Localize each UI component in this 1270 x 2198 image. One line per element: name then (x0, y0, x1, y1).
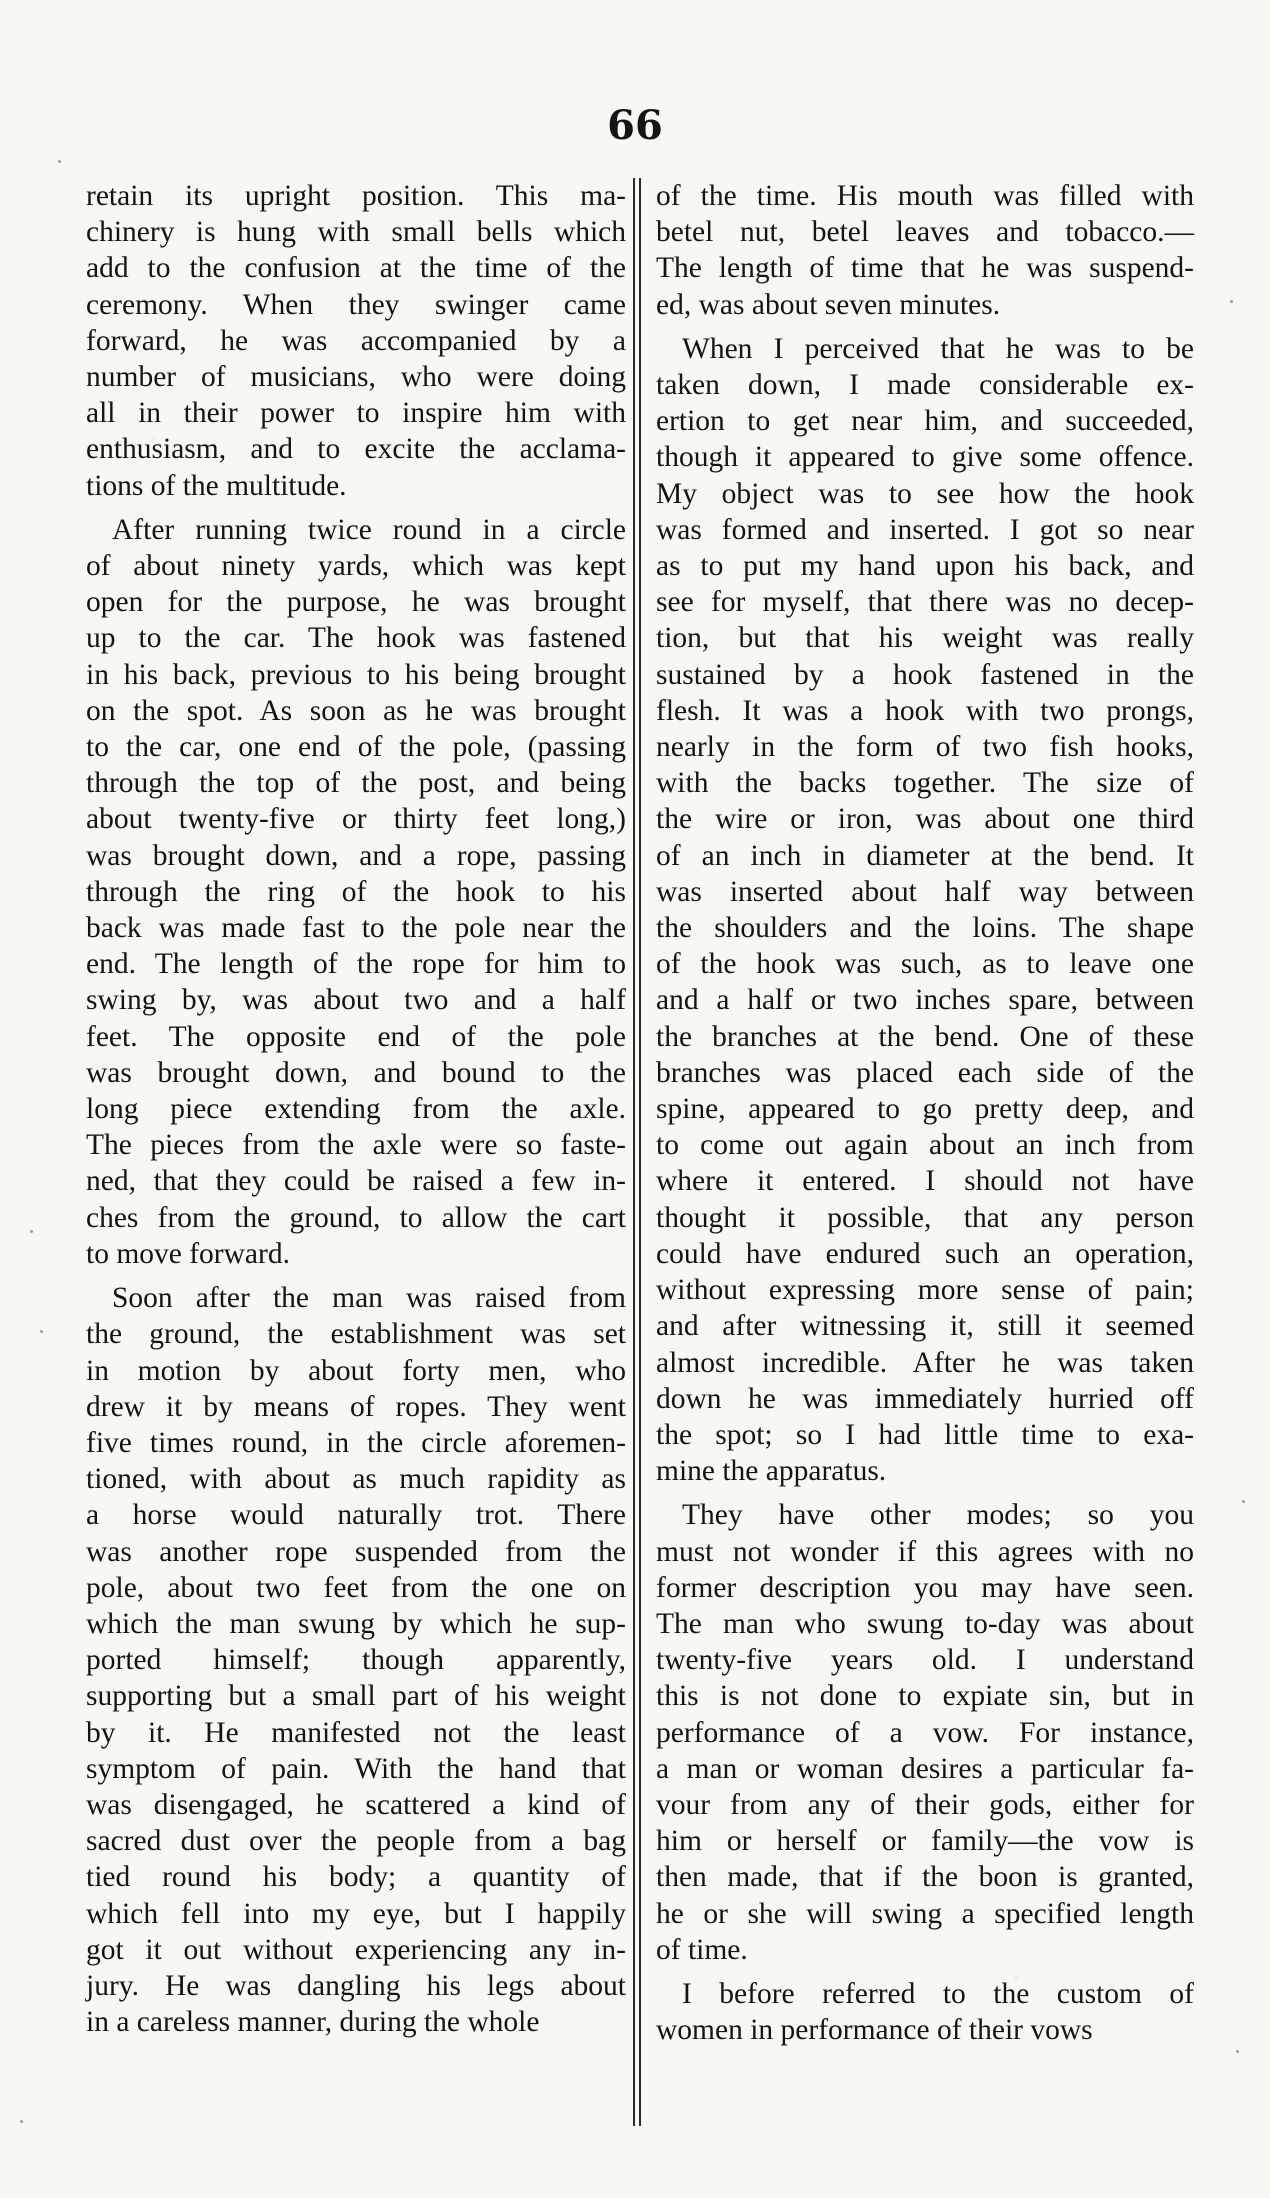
text-line: chinery is hung with small bells which (86, 216, 626, 249)
text-line: When I perceived that he was to be (682, 332, 1194, 365)
text-line: pole, about two feet from the one on (86, 1571, 626, 1604)
text-line: swing by, was about two and a half (86, 984, 626, 1017)
text-line: tied round his body; a quantity of (86, 1861, 626, 1894)
text-line: back was made fast to the pole near the (86, 912, 626, 945)
paragraph (656, 178, 1194, 323)
text-line: ertion to get near him, and succeeded, (656, 405, 1194, 438)
text-line: retain its upright position. This ma- (86, 180, 626, 212)
text-line: he or she will swing a specified length (656, 1897, 1194, 1930)
paragraph (86, 512, 626, 1272)
text-line: feet. The opposite end of the pole (86, 1020, 626, 1053)
text-line: After running twice round in a circle (112, 513, 626, 546)
text-line: symptom of pain. With the hand that (86, 1752, 626, 1785)
text-line: thought it possible, that any person (656, 1201, 1194, 1234)
text-line: the ground, the establishment was set (86, 1318, 626, 1351)
text-line: I before referred to the custom of (682, 1977, 1194, 2010)
text-line: end. The length of the rope for him to (86, 948, 626, 981)
paragraph (656, 331, 1194, 1490)
text-line: in motion by about forty men, who (86, 1354, 626, 1387)
text-line: this is not done to expiate sin, but in (656, 1680, 1194, 1713)
text-line: to move forward. (86, 1237, 290, 1270)
text-line: the shoulders and the loins. The shape (656, 912, 1194, 945)
text-line: taken down, I made considerable ex- (656, 369, 1194, 402)
text-line: ported himself; though apparently, (86, 1644, 626, 1677)
text-line: mine the apparatus. (656, 1455, 887, 1488)
text-line: a horse would naturally trot. There (86, 1499, 626, 1532)
text-line: a man or woman desires a particular fa- (656, 1752, 1194, 1785)
text-line: as to put my hand upon his back, and (656, 550, 1194, 583)
text-line: was another rope suspended from the (86, 1535, 626, 1568)
right-text-column (656, 178, 1194, 2048)
scan-speck (30, 1230, 33, 1233)
text-line: must not wonder if this agrees with no (656, 1535, 1194, 1568)
text-line: forward, he was accompanied by a (86, 324, 626, 357)
text-line: tioned, with about as much rapidity as (86, 1463, 626, 1496)
text-line: by it. He manifested not the least (86, 1716, 626, 1749)
text-line: sacred dust over the people from a bag (86, 1825, 626, 1858)
text-line: betel nut, betel leaves and tobacco.— (656, 216, 1194, 249)
text-line: all in their power to inspire him with (86, 397, 626, 430)
paragraph (86, 1280, 626, 2040)
left-text-column (86, 178, 626, 2040)
text-line: was inserted about half way between (656, 875, 1194, 908)
text-line: the wire or iron, was about one third (656, 803, 1194, 836)
text-line: with the backs together. The size of (656, 767, 1194, 800)
text-line: ned, that they could be raised a few in- (86, 1165, 626, 1198)
text-line: spine, appeared to go pretty deep, and (656, 1093, 1194, 1126)
text-line: jury. He was dangling his legs about (86, 1969, 626, 2002)
text-line: tions of the multitude. (86, 469, 347, 502)
text-line: about twenty-five or thirty feet long,) (86, 803, 626, 836)
text-line: long piece extending from the axle. (86, 1093, 626, 1126)
text-line: to the car, one end of the pole, (passing (86, 731, 626, 764)
text-line: which the man swung by which he sup- (86, 1607, 626, 1640)
text-line: and after witnessing it, still it seemed (656, 1310, 1194, 1343)
scan-speck (1230, 300, 1233, 303)
text-line: in his back, previous to his being brought (86, 658, 626, 691)
text-line: women in performance of their vows (656, 2014, 1093, 2047)
text-line: The man who swung to-day was about (656, 1607, 1194, 1640)
text-line: through the top of the post, and being (86, 767, 626, 800)
text-line: open for the purpose, he was brought (86, 586, 626, 619)
text-line: though it appeared to give some offence. (656, 441, 1194, 474)
text-line: drew it by means of ropes. They went (86, 1390, 626, 1423)
text-line: which fell into my eye, but I happily (86, 1897, 626, 1930)
text-line: was brought down, and bound to the (86, 1056, 626, 1089)
text-line: and a half or two inches spare, between (656, 984, 1194, 1017)
text-line: the branches at the bend. One of these (656, 1020, 1194, 1053)
text-line: was disengaged, he scattered a kind of (86, 1788, 626, 1821)
text-line: branches was placed each side of the (656, 1056, 1194, 1089)
scan-speck (1236, 2050, 1239, 2053)
text-line: of time. (656, 1933, 748, 1966)
text-line: got it out without experiencing any in- (86, 1933, 626, 1966)
text-line: down he was immediately hurried off (656, 1382, 1194, 1415)
text-line: The length of time that he was suspend- (656, 252, 1194, 285)
text-line: see for myself, that there was no decep- (656, 586, 1194, 619)
page-number: 66 (607, 102, 663, 149)
text-line: My object was to see how the hook (656, 477, 1194, 510)
text-line: the spot; so I had little time to exa- (656, 1418, 1194, 1451)
text-line: enthusiasm, and to excite the acclama- (86, 433, 626, 466)
text-line: of the hook was such, as to leave one (656, 948, 1194, 981)
text-line: could have endured such an operation, (656, 1237, 1194, 1270)
text-line: The pieces from the axle were so faste- (86, 1129, 626, 1162)
column-divider-rule (639, 178, 641, 2126)
text-line: ceremony. When they swinger came (86, 288, 626, 321)
scan-speck (1242, 1500, 1245, 1503)
text-line: of an inch in diameter at the bend. It (656, 839, 1194, 872)
text-line: on the spot. As soon as he was brought (86, 694, 626, 727)
text-line: almost incredible. After he was taken (656, 1346, 1194, 1379)
text-line: to come out again about an inch from (656, 1129, 1194, 1162)
column-divider-rule (633, 178, 635, 2126)
text-line: vour from any of their gods, either for (656, 1788, 1194, 1821)
text-line: without expressing more sense of pain; (656, 1274, 1194, 1307)
text-line: ed, was about seven minutes. (656, 288, 1001, 321)
text-line: five times round, in the circle aforemen- (86, 1426, 626, 1459)
text-line: add to the confusion at the time of the (86, 252, 626, 285)
text-line: number of musicians, who were doing (86, 361, 626, 394)
text-line: up to the car. The hook was fastened (86, 622, 626, 655)
text-line: nearly in the form of two fish hooks, (656, 731, 1194, 764)
text-line: of the time. His mouth was filled with (656, 180, 1194, 212)
text-line: They have other modes; so you (682, 1499, 1194, 1532)
text-line: through the ring of the hook to his (86, 875, 626, 908)
text-line: of about ninety yards, which was kept (86, 550, 626, 583)
text-line: Soon after the man was raised from (112, 1282, 626, 1315)
text-line: where it entered. I should not have (656, 1165, 1194, 1198)
paragraph (86, 178, 626, 504)
text-line: ches from the ground, to allow the cart (86, 1201, 626, 1234)
text-line: him or herself or family—the vow is (656, 1825, 1194, 1858)
text-line: sustained by a hook fastened in the (656, 658, 1194, 691)
text-line: was formed and inserted. I got so near (656, 513, 1194, 546)
scan-speck (58, 160, 61, 163)
scan-speck (20, 2120, 23, 2123)
text-line: then made, that if the boon is granted, (656, 1861, 1194, 1894)
paragraph (656, 1497, 1194, 1968)
text-line: former description you may have seen. (656, 1571, 1194, 1604)
text-line: flesh. It was a hook with two prongs, (656, 694, 1194, 727)
text-line: twenty-five years old. I understand (656, 1644, 1194, 1677)
scan-speck (40, 1330, 43, 1333)
paragraph (656, 1976, 1194, 2048)
text-line: in a careless manner, during the whole (86, 2006, 540, 2039)
text-line: performance of a vow. For instance, (656, 1716, 1194, 1749)
text-line: tion, but that his weight was really (656, 622, 1194, 655)
text-line: supporting but a small part of his weight (86, 1680, 626, 1713)
text-line: was brought down, and a rope, passing (86, 839, 626, 872)
